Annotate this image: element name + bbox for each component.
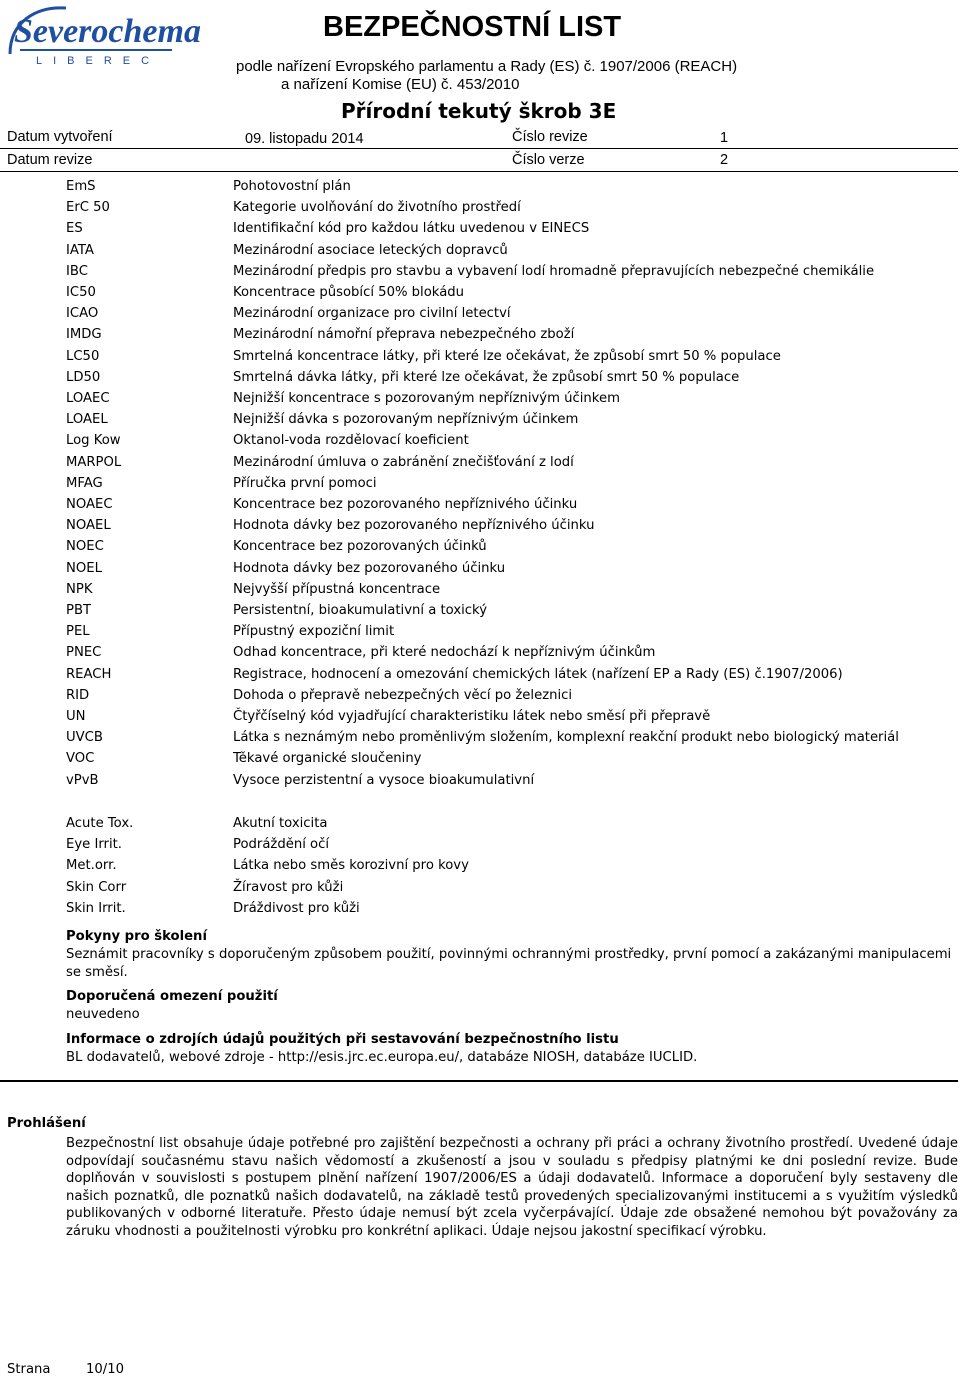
abbreviation-definition: Mezinárodní asociace leteckých dopravců [233, 242, 508, 258]
abbreviation-definition: Podráždění očí [233, 837, 330, 853]
abbreviation-row [0, 431, 958, 451]
abbreviation-definition: Persistentní, bioakumulativní a toxický [233, 603, 488, 618]
abbreviation-code: RID [66, 687, 90, 703]
abbreviation-definition: Příručka první pomoci [233, 475, 377, 491]
abbreviation-definition: Identifikační kód pro každou látku uvedenou v EINECS [233, 221, 590, 237]
abbreviation-row [0, 410, 958, 430]
abbreviation-row [0, 728, 958, 748]
abbreviation-code: MFAG [66, 475, 103, 491]
abbreviation-row [0, 368, 958, 388]
abbreviation-row [0, 665, 958, 685]
abbreviation-code: PNEC [66, 645, 102, 661]
abbreviation-row [0, 580, 958, 600]
declaration-heading: Prohlášení [7, 1116, 86, 1131]
header-bottom-divider [0, 171, 958, 172]
hazard-abbreviation-row [0, 899, 958, 919]
abbreviation-code: vPvB [66, 772, 99, 788]
created-label: Datum vytvoření [7, 129, 113, 145]
abbreviation-code: LOAEC [66, 391, 110, 406]
page-label: Strana [7, 1362, 51, 1377]
abbreviation-definition: Nejnižší dávka s pozorovaným nepříznivým účinkem [233, 412, 579, 428]
abbreviation-row [0, 219, 958, 239]
abbreviation-code: IC50 [66, 285, 96, 300]
created-value: 09. listopadu 2014 [245, 131, 364, 147]
abbreviation-definition: Hodnota dávky bez pozorovaného nepříznivého účinku [233, 518, 595, 534]
abbreviation-definition: Koncentrace působící 50% blokádu [233, 285, 464, 300]
abbreviation-row [0, 601, 958, 621]
abbreviation-row [0, 177, 958, 197]
abbreviation-code: MARPOL [66, 454, 122, 470]
abbreviation-row [0, 749, 958, 769]
abbreviation-definition: Nejvyšší přípustná koncentrace [233, 581, 441, 597]
abbreviation-row [0, 453, 958, 473]
abbreviation-row [0, 516, 958, 536]
abbreviation-code: Log Kow [66, 433, 121, 449]
abbreviation-code: EmS [66, 179, 96, 194]
abbreviation-row [0, 389, 958, 409]
abbreviation-row [0, 241, 958, 261]
abbreviation-code: IATA [66, 242, 94, 258]
document-title: BEZPEČNOSTNÍ LIST [323, 11, 622, 43]
abbreviation-row [0, 198, 958, 218]
abbreviation-definition: Látka nebo směs korozivní pro kovy [233, 858, 469, 874]
abbreviation-row [0, 325, 958, 345]
abbreviation-code: LD50 [66, 369, 101, 385]
abbreviation-code: Met.orr. [66, 858, 117, 874]
regulation-line-2: a nařízení Komise (EU) č. 453/2010 [281, 76, 520, 93]
hazard-abbreviation-row [0, 835, 958, 855]
declaration-text: Bezpečnostní list obsahuje údaje potřebné pro zajištění bezpečnosti a ochrany při práci a ochrany životního prostředí. Uvedené údaje odpovídají současnému stavu našich vědomostí a zkušeností a jsou v souladu s předpisy platnými ke dni poslední revize. Bude doplňován v souvislosti s postupem plnění nařízení 1907/2006/ES a údaji dodavatelů. Informace a doporučení byly sestaveny dle našich poznatků, dle poznatků našich dodavatelů, na základě testů provedených specializovanými institucemi a s využitím výsledků publikovaných v odborné literatuře. Přesto údaje nemusí být zcela vyčerpávající. Údaje zde obsažené nemohou být považovány za záruku vhodnosti a použitelnosti výrobku pro konkrétní aplikaci. Údaje nejsou jakostní specifikací výrobku. [66, 1136, 958, 1239]
abbreviation-code: NOEL [66, 560, 102, 576]
sources-heading: Informace o zdrojích údajů použitých při sestavování bezpečnostního listu [66, 1032, 619, 1047]
abbreviation-code: REACH [66, 666, 112, 682]
restrictions-heading: Doporučená omezení použití [66, 989, 278, 1004]
abbreviation-definition: Akutní toxicita [233, 816, 328, 831]
revision-number-label: Číslo revize [512, 129, 588, 145]
restrictions-text: neuvedeno [66, 1007, 140, 1022]
abbreviation-definition: Mezinárodní námořní přeprava nebezpečného zboží [233, 327, 575, 343]
abbreviation-definition: Mezinárodní předpis pro stavbu a vybavení lodí hromadně přepravujících nebezpečné chemikálie [233, 263, 875, 279]
severochema-logo [6, 2, 201, 70]
abbreviation-definition: Přípustný expoziční limit [233, 624, 395, 640]
abbreviation-code: VOC [66, 751, 95, 767]
training-text: Seznámit pracovníky s doporučeným způsobem použití, povinnými ochrannými prostředky, první pomocí a zakázanými manipulacemi se směsí. [66, 947, 952, 980]
abbreviation-definition: Vysoce perzistentní a vysoce bioakumulativní [233, 772, 535, 788]
abbreviation-definition: Dráždivost pro kůži [233, 900, 360, 916]
abbreviation-row [0, 283, 958, 303]
abbreviation-row [0, 304, 958, 324]
abbreviation-code: NOEC [66, 539, 104, 555]
abbreviation-code: NOAEC [66, 497, 113, 512]
abbreviation-code: IMDG [66, 327, 102, 343]
revision-date-label: Datum revize [7, 152, 93, 168]
abbreviation-code: UVCB [66, 730, 103, 746]
abbreviation-definition: Oktanol-voda rozdělovací koeficient [233, 433, 469, 449]
abbreviation-definition: Koncentrace bez pozorovaného nepříznivého účinku [233, 497, 578, 512]
abbreviation-code: ICAO [66, 306, 99, 322]
abbreviation-row [0, 686, 958, 706]
abbreviation-definition: Registrace, hodnocení a omezování chemických látek (nařízení EP a Rady (ES) č.1907/2006) [233, 666, 843, 682]
version-value: 2 [720, 152, 729, 168]
abbreviation-definition: Těkavé organické sloučeniny [233, 751, 422, 767]
header-divider [0, 148, 958, 149]
abbreviation-row [0, 474, 958, 494]
page-number: 10/10 [86, 1362, 125, 1377]
abbreviation-row [0, 707, 958, 727]
abbreviation-code: NOAEL [66, 518, 111, 534]
abbreviation-row [0, 643, 958, 663]
section-divider [0, 1080, 958, 1082]
abbreviation-definition: Žíravost pro kůži [233, 879, 344, 895]
abbreviation-row [0, 262, 958, 282]
abbreviation-code: LC50 [66, 348, 100, 364]
regulation-line-1: podle nařízení Evropského parlamentu a Rady (ES) č. 1907/2006 (REACH) [236, 58, 738, 75]
abbreviation-code: NPK [66, 581, 93, 597]
abbreviation-definition: Odhad koncentrace, při které nedochází k nepříznivým účinkům [233, 645, 656, 661]
hazard-abbreviation-row [0, 814, 958, 834]
hazard-abbreviation-row [0, 856, 958, 876]
abbreviation-code: PBT [66, 603, 92, 618]
abbreviation-definition: Mezinárodní úmluva o zabránění znečišťování z lodí [233, 454, 574, 470]
abbreviation-row [0, 347, 958, 367]
version-label: Číslo verze [512, 152, 585, 168]
abbreviation-definition: Nejnižší koncentrace s pozorovaným nepříznivým účinkem [233, 391, 620, 406]
abbreviation-code: IBC [66, 263, 88, 279]
abbreviation-definition: Pohotovostní plán [233, 179, 351, 194]
training-heading: Pokyny pro školení [66, 929, 207, 944]
abbreviation-row [0, 495, 958, 515]
abbreviation-definition: Smrtelná koncentrace látky, při které lze očekávat, že způsobí smrt 50 % populace [233, 348, 781, 364]
abbreviation-code: Acute Tox. [66, 816, 134, 831]
abbreviation-row [0, 559, 958, 579]
product-name: Přírodní tekutý škrob 3E [341, 99, 617, 123]
abbreviation-definition: Látka s neznámým nebo proměnlivým složením, komplexní reakční produkt nebo biologický materiál [233, 730, 899, 746]
abbreviation-code: Skin Corr [66, 879, 127, 895]
abbreviation-definition: Smrtelná dávka látky, při které lze očekávat, že způsobí smrt 50 % populace [233, 369, 740, 385]
abbreviation-code: UN [66, 709, 86, 724]
abbreviation-code: Eye Irrit. [66, 837, 122, 853]
abbreviation-definition: Čtyřčíselný kód vyjadřující charakteristiku látek nebo směsí při přepravě [233, 709, 711, 724]
abbreviation-row [0, 622, 958, 642]
abbreviation-definition: Dohoda o přepravě nebezpečných věcí po železnici [233, 687, 573, 703]
abbreviation-definition: Koncentrace bez pozorovaných účinků [233, 539, 487, 555]
sources-text: BL dodavatelů, webové zdroje - http://esis.jrc.ec.europa.eu/, databáze NIOSH, databáze IUCLID. [66, 1050, 698, 1065]
revision-number-value: 1 [720, 130, 729, 146]
abbreviation-row [0, 537, 958, 557]
abbreviation-definition: Hodnota dávky bez pozorovaného účinku [233, 560, 506, 576]
abbreviation-code: ErC 50 [66, 200, 110, 216]
abbreviation-row [0, 771, 958, 791]
logo-city: LIBEREC [36, 55, 161, 67]
hazard-abbreviation-row [0, 878, 958, 898]
abbreviation-definition: Kategorie uvolňování do životního prostředí [233, 200, 521, 216]
abbreviation-code: Skin Irrit. [66, 900, 126, 916]
abbreviation-definition: Mezinárodní organizace pro civilní letectví [233, 306, 511, 322]
abbreviation-code: ES [66, 221, 83, 237]
abbreviation-code: LOAEL [66, 412, 108, 428]
abbreviation-code: PEL [66, 624, 90, 640]
logo-wordmark: Severochema [14, 13, 201, 50]
